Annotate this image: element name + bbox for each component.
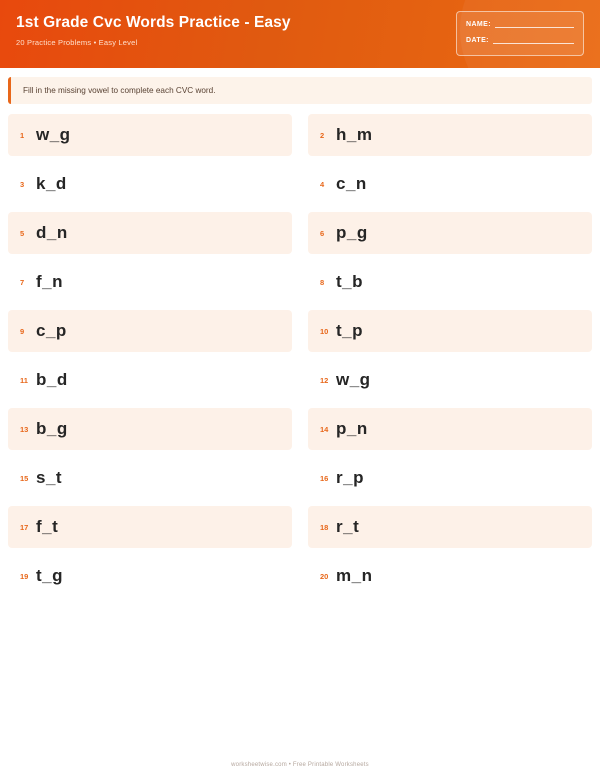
problem-number: 10 — [320, 326, 329, 336]
student-info-box — [456, 11, 584, 56]
problem-number: 5 — [20, 228, 25, 238]
date-input-line[interactable] — [493, 36, 574, 44]
problem-item[interactable] — [8, 555, 292, 597]
problem-number: 6 — [320, 228, 325, 238]
problem-word[interactable]: k_d — [36, 174, 67, 193]
worksheet-header — [0, 0, 600, 68]
problem-number: 19 — [20, 571, 29, 581]
problem-number: 15 — [20, 473, 29, 483]
problem-item[interactable] — [8, 408, 292, 450]
problem-item[interactable] — [8, 359, 292, 401]
problem-number: 11 — [20, 375, 28, 385]
problem-number: 17 — [20, 522, 29, 532]
problem-number: 2 — [320, 130, 325, 140]
instructions-text: Fill in the missing vowel to complete each CVC word. — [23, 86, 216, 95]
problem-item[interactable] — [308, 506, 592, 548]
problem-number: 8 — [320, 277, 325, 287]
problem-number: 4 — [320, 179, 325, 189]
problem-word[interactable]: t_p — [336, 321, 363, 340]
problem-number: 9 — [20, 326, 25, 336]
problem-word[interactable]: c_p — [36, 321, 67, 340]
problem-word[interactable]: f_t — [36, 517, 59, 536]
problem-word[interactable]: m_n — [336, 566, 373, 585]
problem-item[interactable] — [8, 114, 292, 156]
problem-item[interactable] — [8, 163, 292, 205]
problem-item[interactable] — [308, 457, 592, 499]
problem-number: 3 — [20, 179, 25, 189]
problem-word[interactable]: d_n — [36, 223, 68, 242]
name-field-row[interactable] — [466, 20, 574, 28]
problem-item[interactable] — [8, 506, 292, 548]
problem-number: 18 — [320, 522, 329, 532]
problem-item[interactable] — [308, 310, 592, 352]
problem-item[interactable] — [8, 212, 292, 254]
problem-word[interactable]: t_b — [336, 272, 363, 291]
page-subtitle: 20 Practice Problems • Easy Level — [16, 37, 138, 47]
problem-number: 12 — [320, 375, 329, 385]
problem-item[interactable] — [308, 163, 592, 205]
problem-word[interactable]: p_g — [336, 223, 368, 242]
problem-word[interactable]: w_g — [36, 125, 71, 144]
footer-text: worksheetwise.com • Free Printable Worksheets — [231, 762, 369, 768]
problem-word[interactable]: r_t — [336, 517, 360, 536]
problem-word[interactable]: b_d — [36, 370, 68, 389]
problem-number: 13 — [20, 424, 29, 434]
problem-word[interactable]: w_g — [336, 370, 371, 389]
instructions-banner — [8, 77, 592, 104]
date-field-row[interactable] — [466, 36, 574, 44]
problem-item[interactable] — [8, 310, 292, 352]
problem-item[interactable] — [308, 114, 592, 156]
problem-number: 14 — [320, 424, 329, 434]
problem-word[interactable]: c_n — [336, 174, 367, 193]
name-label: NAME: — [466, 21, 491, 28]
problem-word[interactable]: b_g — [36, 419, 68, 438]
problem-word[interactable]: t_g — [36, 566, 63, 585]
name-input-line[interactable] — [495, 20, 574, 28]
problem-word[interactable]: r_p — [336, 468, 364, 487]
problem-item[interactable] — [308, 261, 592, 303]
problem-number: 20 — [320, 571, 329, 581]
problem-number: 16 — [320, 473, 329, 483]
problem-item[interactable] — [8, 261, 292, 303]
problem-item[interactable] — [308, 212, 592, 254]
problem-item[interactable] — [308, 555, 592, 597]
page-title: 1st Grade Cvc Words Practice - Easy — [16, 14, 291, 31]
problem-word[interactable]: h_m — [336, 125, 373, 144]
problem-word[interactable]: p_n — [336, 419, 368, 438]
problem-item[interactable] — [308, 359, 592, 401]
problems-grid — [8, 114, 592, 604]
problem-word[interactable]: s_t — [36, 468, 63, 487]
problem-number: 1 — [20, 130, 25, 140]
problem-item[interactable] — [8, 457, 292, 499]
problem-word[interactable]: f_n — [36, 272, 63, 291]
problem-number: 7 — [20, 277, 25, 287]
footer — [0, 762, 600, 768]
date-label: DATE: — [466, 37, 489, 44]
problem-item[interactable] — [308, 408, 592, 450]
